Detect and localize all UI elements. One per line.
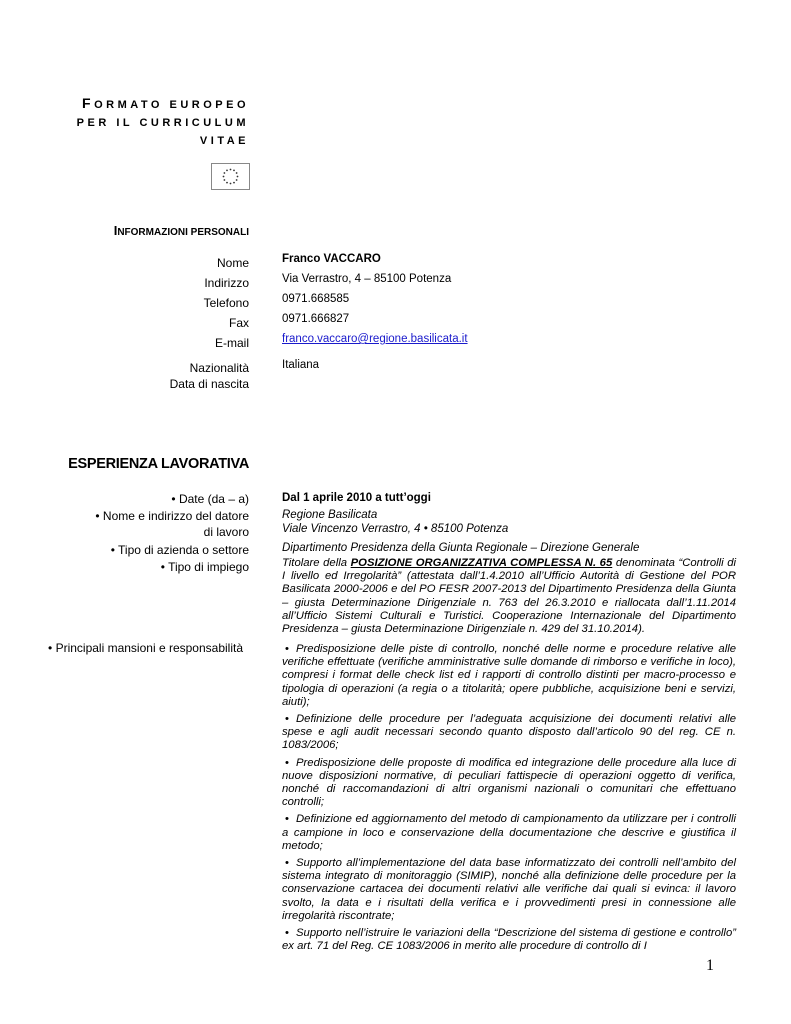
duty-text: Definizione delle procedure per l’adeguata acquisizione dei documenti relativi alle spese e agli audit necessari secondo quanto disposto dall’articolo 90 del reg. CE n. 1083/2006; [282,713,736,752]
section-personal-info [114,223,249,238]
duty-text: Definizione ed aggiornamento del metodo di campionamento da utilizzare per i controlli a campione in loco e conservazione della documentazione che descrive e giustifica il metodo; [282,813,736,852]
value-sector: Dipartimento Presidenza della Giunta Regionale – Direzione Generale [282,542,640,554]
label-job-type: • Tipo di impiego [160,560,249,574]
label-duties: • Principali mansioni e responsabilità [48,641,243,655]
list-item [282,643,736,709]
label-sector: • Tipo di azienda o settore [110,543,249,557]
section-title: NFORMAZIONI PERSONALI [117,227,249,238]
job-prefix: Titolare della [282,557,348,569]
value-employer-name: Regione Basilicata [282,509,378,521]
title-line-3: VITAE [199,135,249,147]
label-indirizzo: Indirizzo [204,276,249,290]
value-job-type [282,557,736,636]
value-nome: Franco VACCARO [282,253,381,265]
section-work-experience: ESPERIENZA LAVORATIVA [68,456,249,472]
value-date: Dal 1 aprile 2010 a tutt’oggi [282,492,431,504]
title-initial: F [82,95,95,111]
title-line-1: ORMATO EUROPEO [94,99,249,111]
list-item [282,857,736,923]
list-item [282,813,736,853]
bullet-icon: • [285,713,289,726]
duty-text: Supporto all’implementazione del data base informatizzato dei controlli nell’ambito del sistema integrato di monitoraggio (SIMIP), nonché alla definizione delle procedure per la conservazione cartacea dei documenti relativi alle verifiche dai quali si evinca: il lavoro svolto, la data e i risultati della verifica e i provvedimenti presi in connessione alle irregolarità riscontrate; [282,857,736,922]
label-data-nascita: Data di nascita [169,377,249,391]
label-email: E-mail [214,336,249,350]
eu-flag-icon [211,163,250,190]
cv-format-title [77,94,249,150]
bullet-icon: • [285,756,289,769]
bullet-icon: • [285,643,289,655]
duty-text: Supporto nell’istruire le variazioni della “Descrizione del sistema di gestione e controllo” ex art. 71 del Reg. CE 1083/2006 in merito alle procedure di controllo di I [282,927,736,953]
value-fax: 0971.666827 [282,313,350,325]
value-employer-address: Viale Vincenzo Verrastro, 4 • 85100 Potenza [282,523,509,535]
list-item [282,757,736,810]
label-nome: Nome [216,256,249,270]
duties-list [282,643,736,957]
label-date: • Date (da – a) [171,492,249,506]
bullet-icon: • [285,857,289,870]
label-employer: • Nome e indirizzo del datore di lavoro [95,509,249,539]
email-link[interactable]: franco.vaccaro@regione.basilicata.it [282,333,468,345]
value-nazionalita: Italiana [282,359,320,371]
list-item [282,927,736,953]
duty-text: Predisposizione delle proposte di modifica ed integrazione delle procedure alla luce di nuove disposizioni normative, di peculiari fattispecie di operazioni oggetto di verifica, nonché di raccomandazioni di altri organismi nazionali o comunitari che effettuano controlli; [282,756,736,809]
duty-text: Predisposizione delle piste di controllo, nonché delle norme e procedure relative alle verifiche effettuate (verifiche amministrative sulle domande di rimborso e verifiche in loco), compresi i format delle check list ed i rapporti di controllo distinti per macro-processo e tipologia di operazioni (a regia o a titolarità; opere pubbliche, acquisizione beni e servizi, aiuti); [282,643,736,708]
section-initial: I [113,223,118,238]
list-item [282,713,736,753]
job-position: POSIZIONE ORGANIZZATIVA COMPLESSA N. 65 [350,557,613,569]
title-line-2: PER IL CURRICULUM [76,117,249,129]
label-nazionalita: Nazionalità [189,361,249,375]
label-fax: Fax [228,316,249,330]
page-number: 1 [706,957,714,974]
value-telefono: 0971.668585 [282,293,350,305]
value-indirizzo: Via Verrastro, 4 – 85100 Potenza [282,273,452,285]
label-telefono: Telefono [203,296,249,310]
bullet-icon: • [285,813,289,826]
job-description: denominata “Controlli di I livello ed Irregolarità” (attestata dall’1.4.2010 all’Ufficio Autorità di Gestione del POR Basilicata 2000-2006 e del PO FESR 2007-2013 del Dipartimento Presidenza della Giunta – giusta Determinazione Dirigenziale n. 763 del 26.3.2010 e riallocata dall’1.11.2014 all’Ufficio Sistemi Culturali e Turistici. Cooperazione Internazionale del Dipartimento Presidenza – giusta Determinazione Dirigenziale n. 429 del 31.10.2014). [282,557,737,636]
bullet-icon: • [285,927,289,940]
